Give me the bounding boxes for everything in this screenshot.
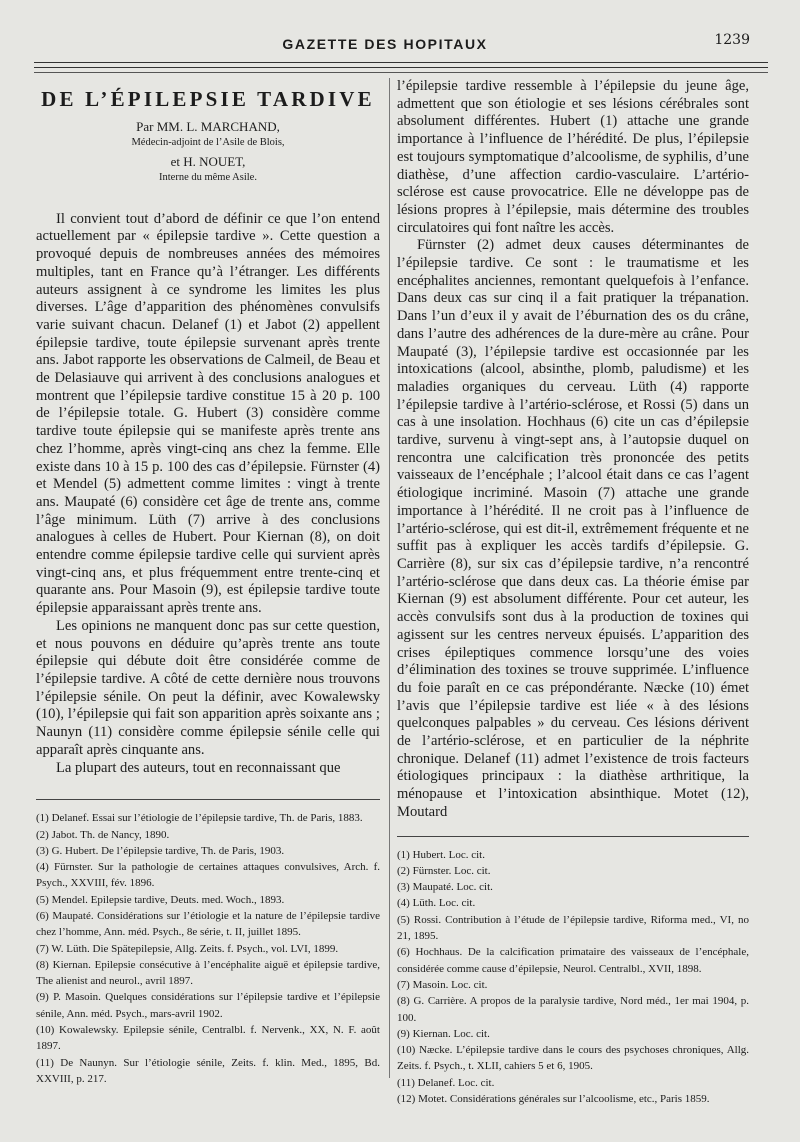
running-head — [0, 32, 800, 56]
footnote: (12) Motet. Considérations générales sur l’alcoolisme, etc., Paris 1859. — [397, 1092, 710, 1105]
journal-title: GAZETTE DES HOPITAUX — [282, 36, 488, 52]
left-footnotes — [36, 810, 380, 1087]
byline-coauthor: et H. NOUET, — [170, 153, 246, 169]
footnote: (1) Hubert. Loc. cit. — [397, 848, 485, 861]
footnote: (7) Masoin. Loc. cit. — [397, 978, 488, 991]
footnote: (11) Delanef. Loc. cit. — [397, 1076, 495, 1089]
footnote: (8) Kiernan. Epilepsie consécutive à l’encéphalite aiguë et épilepsie tardive, The alienist and neurol., avril 1897. — [36, 958, 380, 988]
footnote: (4) Lüth. Loc. cit. — [397, 897, 476, 910]
footnote: (2) Fürnster. Loc. cit. — [397, 864, 491, 877]
footnote: (2) Jabot. Th. de Nancy, 1890. — [36, 828, 170, 841]
footnote: (5) Mendel. Epilepsie tardive, Deuts. med. Woch., 1893. — [36, 893, 285, 906]
footnote: (10) Kowalewsky. Epilepsie sénile, Centralbl. f. Nervenk., XX, N. F. août 1897. — [36, 1024, 380, 1053]
header-rule — [34, 72, 768, 73]
byline-role-2: Interne du même Asile. — [159, 171, 257, 183]
footnote: (6) Maupaté. Considérations sur l’étiologie et la nature de l’épilepsie tardive chez l’homme, Ann. méd. Psych., 8e série, t. II, juillet 1895. — [36, 909, 380, 939]
footnote: (1) Delanef. Essai sur l’étiologie de l’épilepsie tardive, Th. de Paris, 1883. — [36, 812, 363, 825]
paragraph: l’épilepsie tardive ressemble à l’épilepsie du jeune âge, admettent que son étiologie et ses lésions cérébrales sont absolument différentes. Hubert (1) attache une grande importance à l’influence de l’hérédité. De plus, l’épilepsie est toujours symptomatique d’alcoolisme, de syphilis, d’une diathèse, d’une affection cardio-vasculaire. L’artério-sclérose est cause provocatrice. Elle ne développe pas de lésions propres à l’épilepsie, mais détermine des troubles circulatoires qui font naître les accès. — [397, 78, 749, 236]
right-footnotes — [397, 847, 749, 1108]
header-double-rule — [34, 62, 768, 68]
spacer — [36, 185, 380, 211]
column-divider — [389, 78, 390, 1078]
paragraph: La plupart des auteurs, tout en reconnaissant que — [56, 759, 341, 776]
footnote: (11) De Naunyn. Sur l’étiologie sénile, Zeits. f. klin. Med., 1895, Bd. XXVIII, p. 217. — [36, 1056, 380, 1085]
footnote: (8) G. Carrière. A propos de la paralysie tardive, Nord méd., 1er mai 1904, p. 100. — [397, 995, 749, 1024]
paragraph: Les opinions ne manquent donc pas sur cette question, et nous pouvons en déduire qu’après trente ans toute épilepsie qui débute doit être considérée comme de l’épilepsie tardive. A côté de cette dernière nous trouvons l’épilepsie sénile. On peut la définir, avec Kowalewsky (10), l’épilepsie qui fait son apparition après soixante ans ; Naunyn (11) considère comme épilepsie sénile celle qui apparaît après cinquante ans. — [36, 617, 380, 758]
footnote: (6) Hochhaus. De la calcification primataire des vaisseaux de l’encéphale, considérée comme cause d’épilepsie, Neurol. Centralbl., XVII, 1898. — [397, 946, 749, 975]
paragraph: Il convient tout d’abord de définir ce que l’on entend actuellement par « épilepsie tardive ». Cette question a provoqué depuis de nombreuses années des mémoires multiples, tant en France qu’à l’étranger. Les différents auteurs assignent à ce syndrome les limites les plus diverses. L’âge d’apparition des phénomènes convulsifs varie suivant chacun. Delanef (1) et Jabot (2) appellent épilepsie tardive, toute épilepsie survenant après trente ans. Jabot rapporte les observations de Calmeil, de Beau et de Delasiauve qui arrivent à des conclusions analogues et montrent que l’épilepsie tardive constitue 15 à 20 p. 100 de l’épilepsie totale. G. Hubert (3) considère comme tardive toute épilepsie qui se manifeste après trente ans chez l’homme, après vingt-cinq ans chez la femme. Elle existe dans 10 à 15 p. 100 des cas d’épilepsie. Fürnster (4) et Mendel (5) admettent comme limites : vingt à trente ans. Maupaté (6) considère cet âge de trente ans, comme l’âge minimum. Lüth (7) arrive à des conclusions analogues à celles de Hubert. Pour Kiernan (8), on doit entendre comme épilepsie tardive celle qui survient après vingt-cinq ans, et plus fréquemment entre trente-cinq et quarante ans. Pour Masoin (9), est épilepsie tardive toute épilepsie apparaissant après trente ans. — [36, 210, 380, 617]
right-column — [397, 78, 749, 1107]
footnote: (5) Rossi. Contribution à l’étude de l’épilepsie tardive, Riforma med., VI, no 21, 1895. — [397, 913, 749, 943]
footnote: (7) W. Lüth. Die Spätepilepsie, Allg. Zeits. f. Psych., vol. LVI, 1899. — [36, 942, 339, 955]
left-column — [36, 78, 380, 1087]
byline-authors: Par MM. L. MARCHAND, — [136, 118, 280, 134]
footnote: (4) Fürnster. Sur la pathologie de certaines attaques convulsives, Arch. f. Psych., XXVIII, fév. 1896. — [36, 861, 380, 890]
page-number: 1239 — [714, 32, 750, 48]
footnote: (9) Kiernan. Loc. cit. — [397, 1027, 490, 1040]
article-title: DE L’ÉPILEPSIE TARDIVE — [41, 87, 375, 111]
footnote-rule — [397, 836, 749, 837]
footnote: (9) P. Masoin. Quelques considérations sur l’épilepsie tardive et l’épilepsie sénile, Ann. méd. Psych., mars-avril 1902. — [36, 991, 380, 1020]
footnote: (10) Næcke. L’épilepsie tardive dans le cours des psychoses chroniques, Allg. Zeits. f. Psych., t. XLII, cahiers 5 et 6, 1905. — [397, 1044, 749, 1073]
paragraph: Fürnster (2) admet deux causes déterminantes de l’épilepsie tardive. Ce sont : le traumatisme et les encéphalites anciennes, remontant quelquefois à l’enfance. Dans deux cas sur cinq il a fait pratiquer la trépanation. Dans l’un d’eux il y avait de l’éburnation des os du crâne, dans l’autre des adhérences de la dure-mère au crâne. Pour Maupaté (3), l’épilepsie tardive est occasionnée par les intoxications (alcool, absinthe, plomb, paludisme) et les maladies organiques du cerveau. Lüth (4) rapporte l’épilepsie tardive à l’artério-sclérose, et Rossi (5) dans un cas à une insolation. Hochhaus (6) cite un cas d’épilepsie tardive, survenu à vingt-sept ans, à l’autopsie duquel on rencontra une calcification très prononcée des petits vaisseaux de l’encéphale ; l’alcool était dans ce cas l’agent étiologique incriminé. Masoin (7) attache une grande importance à l’hérédité. Il ne croit pas à l’influence de l’artério-sclérose, qui est dit-il, extrêmement fréquente et ne suffit pas à expliquer les accès tardifs d’épilepsie. G. Carrière (8), sur six cas d’épilepsie tardive, n’a rencontré l’artério-sclérose que dans deux cas. La théorie émise par Kiernan (9) est absolument différente. Pour cet auteur, les accès convulsifs sont dus à la production de toxines qui agissent sur les centres nerveux épuisés. L’apparition des crises épileptiques commence lorsqu’une des voies d’élimination des toxines se trouve supprimée. L’influence du foie paraît en ce cas prépondérante. Næcke (10) émet l’avis que l’épilepsie tardive est liée « à des lésions quelconques palpables » du cerveau. Ces lésions dérivent de l’artério-sclérose, et en particulier de la néphrite chronique. Delanef (11) admet l’existence de trois facteurs étiologiques principaux : la diathèse arthritique, la ménopause et l’intoxication absinthique. Motet (12), Moutard — [397, 237, 749, 820]
byline-role-1: Médecin-adjoint de l’Asile de Blois, — [131, 136, 285, 148]
footnote: (3) Maupaté. Loc. cit. — [397, 881, 493, 894]
footnote: (3) G. Hubert. De l’épilepsie tardive, Th. de Paris, 1903. — [36, 844, 285, 857]
footnote-rule — [36, 799, 380, 800]
